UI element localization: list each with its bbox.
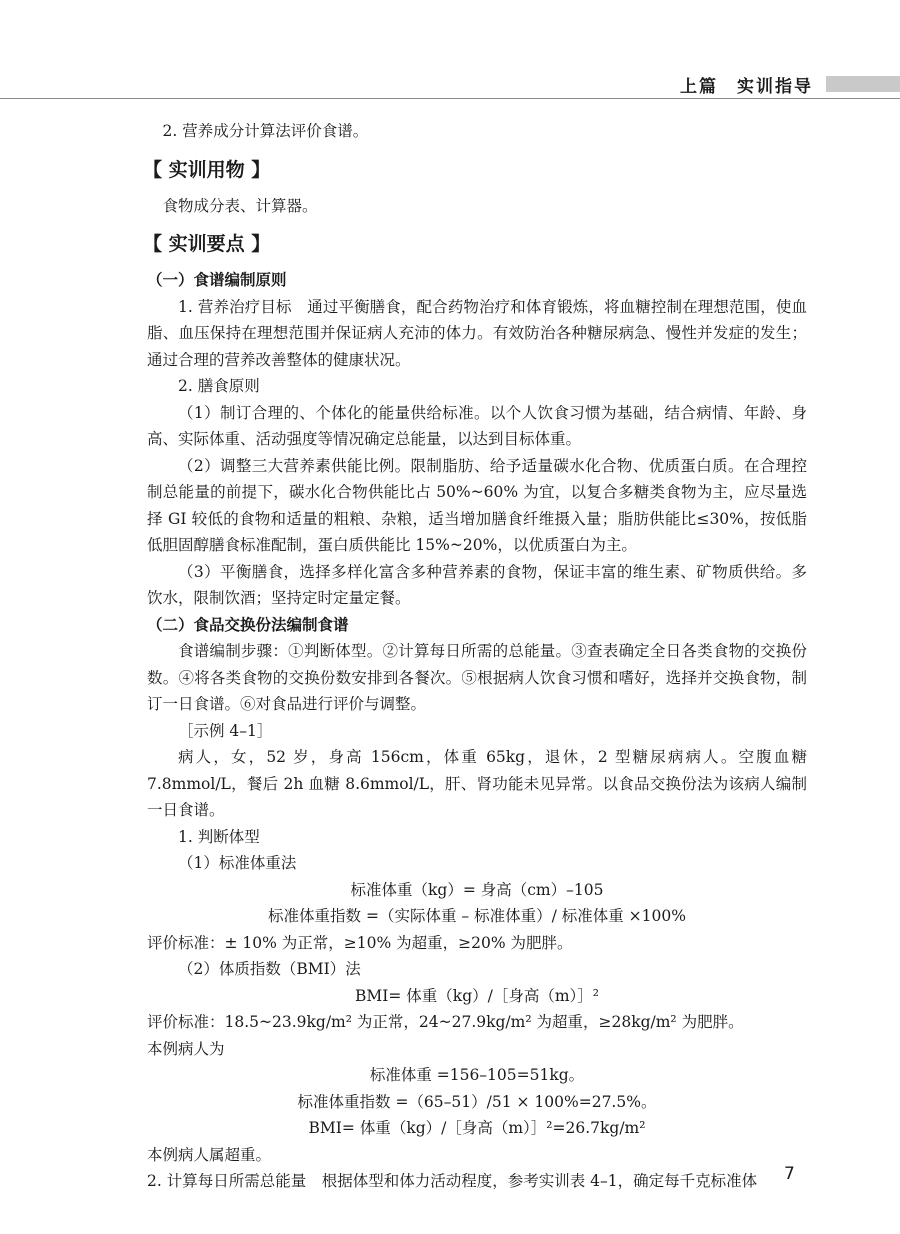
subheading-2: （二）食品交换份法编制食谱 [147, 615, 349, 634]
paragraph: 评价标准：± 10% 为正常，≥10% 为超重，≥20% 为肥胖。 [147, 933, 573, 952]
subheading-1: （一）食谱编制原则 [147, 271, 287, 289]
section-heading-points: 【 实训要点 】 [143, 233, 271, 255]
header-bar [826, 76, 900, 92]
formula: 标准体重（kg）= 身高（cm）–105 [350, 880, 604, 899]
paragraph: （2）调整三大营养素供能比例。限制脂肪、给予适量碳水化合物、优质蛋白质。在合理控制总能量的前提下，碳水化合物供能比占 50%~60% 为宜，以复合多糖类食物为主，应尽量选择 GI 较低的食物和适量的粗粮、杂粮，适当增加膳食纤维摄入量；脂肪供能比≤30%，按低脂低胆固醇膳食标准配制，蛋白质供能比 15%~20%，以优质蛋白为主。 [147, 456, 807, 554]
paragraph: 1. 判断体型 [178, 827, 260, 846]
formula: 标准体重指数 =（实际体重 – 标准体重）/ 标准体重 ×100% [268, 907, 686, 925]
paragraph: （2）体质指数（BMI）法 [178, 960, 361, 978]
section-heading-materials: 【 实训用物 】 [143, 158, 271, 181]
paragraph: 2. 膳食原则 [178, 377, 260, 395]
paragraph: 食谱编制步骤：①判断体型。②计算每日所需的总能量。③查表确定全日各类食物的交换份数。④将各类食物的交换份数安排到各餐次。⑤根据病人饮食习惯和嗜好，选择并交换食物，制订一日食谱。⑥对食品进行评价与调整。 [147, 642, 807, 713]
paragraph: （1）制订合理的、个体化的能量供给标准。以个人饮食习惯为基础，结合病情、年龄、身高、实际体重、活动强度等情况确定总能量，以达到目标体重。 [147, 403, 807, 448]
paragraph: （3）平衡膳食，选择多样化富含多种营养素的食物，保证丰富的维生素、矿物质供给。多饮水，限制饮酒；坚持定时定量定餐。 [147, 562, 807, 607]
paragraph: （1）标准体重法 [178, 854, 297, 872]
item-2: 2. 营养成分计算法评价食谱。 [162, 122, 369, 140]
paragraph: 病人，女，52 岁，身高 156cm，体重 65kg，退休，2 型糖尿病病人。空腹血糖 7.8mmol/L，餐后 2h 血糖 8.6mmol/L，肝、肾功能未见异常。以食品交换份法为该病人编制一日食谱。 [147, 748, 807, 819]
example-label: ［示例 4–1］ [178, 721, 273, 740]
page-number: 7 [784, 1164, 795, 1184]
paragraph: 评价标准：18.5~23.9kg/m² 为正常，24~27.9kg/m² 为超重，≥28kg/m² 为肥胖。 [147, 1013, 744, 1031]
paragraph: 本例病人为 [147, 1039, 225, 1058]
paragraph: 本例病人属超重。 [147, 1145, 272, 1164]
paragraph: 2. 计算每日所需总能量 根据体型和体力活动程度，参考实训表 4–1，确定每千克标准体 [147, 1172, 758, 1190]
materials-text: 食物成分表、计算器。 [162, 196, 318, 215]
running-header: 上篇 实训指导 [680, 77, 813, 97]
page-content [143, 110, 807, 1195]
paragraph: 1. 营养治疗目标 通过平衡膳食，配合药物治疗和体育锻炼，将血糖控制在理想范围，使血脂、血压保持在理想范围并保证病人充沛的体力。有效防治各种糖尿病急、慢性并发症的发生；通过合理的营养改善整体的健康状况。 [147, 297, 807, 369]
formula: BMI= 体重（kg）/［身高（m）］² [355, 986, 599, 1005]
formula: 标准体重指数 =（65–51）/51 × 100%=27.5%。 [297, 1092, 657, 1111]
formula: 标准体重 =156–105=51kg。 [369, 1066, 585, 1084]
header-rule [0, 98, 900, 99]
formula: BMI= 体重（kg）/［身高（m）］²=26.7kg/m² [308, 1119, 646, 1137]
